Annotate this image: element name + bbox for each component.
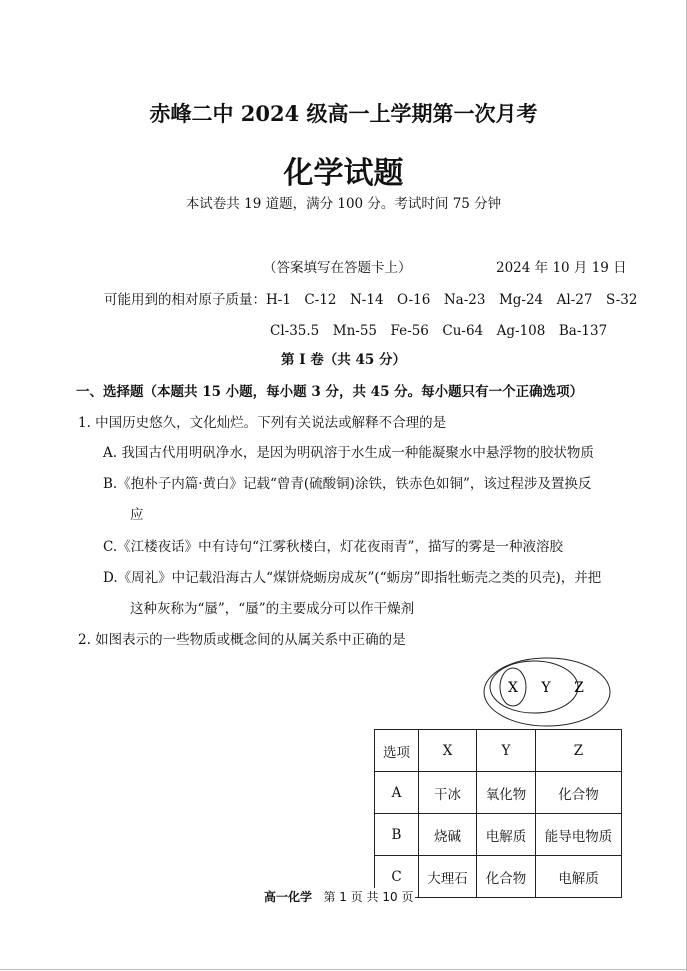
venn-label-y: Y	[541, 680, 551, 696]
table-header-row	[375, 730, 622, 772]
question-2-options-table	[374, 729, 622, 898]
table-header-cell: Y	[477, 730, 536, 772]
atomic-masses-line-1: 可能用到的相对原子质量：H-1 C-12 N-14 O-16 Na-23 Mg-24 Al-27 S-32	[104, 292, 638, 308]
page-footer	[262, 888, 415, 905]
table-header-cell: Z	[536, 730, 622, 772]
table-cell: 大理石	[419, 856, 477, 898]
section-title: 一、选择题（本题共 15 小题，每小题 3 分，共 45 分。每小题只有一个正确选项）	[76, 384, 584, 400]
table-header-cell: 选项	[375, 730, 419, 772]
table-cell: 烧碱	[419, 814, 477, 856]
venn-middle-y	[490, 661, 578, 713]
footer-page-number: 第 1 页 共 10 页	[323, 890, 414, 904]
table-header-cell: X	[419, 730, 477, 772]
question-1-stem: 1. 中国历史悠久，文化灿烂。下列有关说法或解释不合理的是	[78, 415, 447, 431]
table-cell: 能导电物质	[536, 814, 622, 856]
table-cell: 电解质	[536, 856, 622, 898]
answer-note: （答案填写在答题卡上）	[263, 260, 412, 276]
question-1-option-d: D.《周礼》中记载沿海古人“煤饼烧蛎房成灰”(“蛎房”即指牡蛎壳之类的贝壳)，并把	[103, 570, 602, 586]
question-1-option-d-continued: 这种灰称为“蜃”，“蜃”的主要成分可以作干燥剂	[130, 601, 415, 617]
question-1-option-a: A. 我国古代用明矾净水，是因为明矾溶于水生成一种能凝聚水中悬浮物的胶状物质	[103, 445, 594, 461]
question-1-option-b: B.《抱朴子内篇·黄白》记载“曾青(硫酸铜)涂铁，铁赤色如铜”，该过程涉及置换反	[103, 476, 592, 492]
table-cell: A	[375, 772, 419, 814]
question-1-option-c: C.《江楼夜话》中有诗句“江雾秋楼白，灯花夜雨青”，描写的雾是一种液溶胶	[103, 539, 563, 555]
venn-label-z: Z	[574, 680, 584, 696]
venn-label-x: X	[508, 680, 518, 696]
table-row	[375, 814, 622, 856]
footer-subject: 高一化学	[264, 890, 313, 904]
exam-subtitle: 本试卷共 19 道题，满分 100 分。考试时间 75 分钟	[185, 196, 502, 212]
exam-title: 赤峰二中 2024 级高一上学期第一次月考	[149, 101, 538, 126]
table-cell: 电解质	[477, 814, 536, 856]
subject-title: 化学试题	[283, 156, 404, 191]
table-cell: 化合物	[536, 772, 622, 814]
table-cell: C	[375, 856, 419, 898]
table-cell: 氧化物	[477, 772, 536, 814]
part-title: 第 I 卷（共 45 分）	[281, 352, 406, 368]
table-cell: B	[375, 814, 419, 856]
question-2-stem: 2. 如图表示的一些物质或概念间的从属关系中正确的是	[78, 632, 406, 648]
table-cell: 化合物	[477, 856, 536, 898]
page-edge-bottom	[0, 969, 687, 970]
venn-diagram	[482, 656, 612, 728]
table-cell: 干冰	[419, 772, 477, 814]
atomic-masses-line-2: Cl-35.5 Mn-55 Fe-56 Cu-64 Ag-108 Ba-137	[270, 323, 608, 339]
question-1-option-b-continued: 应	[130, 507, 144, 523]
table-row	[375, 772, 622, 814]
exam-date: 2024 年 10 月 19 日	[496, 260, 627, 276]
